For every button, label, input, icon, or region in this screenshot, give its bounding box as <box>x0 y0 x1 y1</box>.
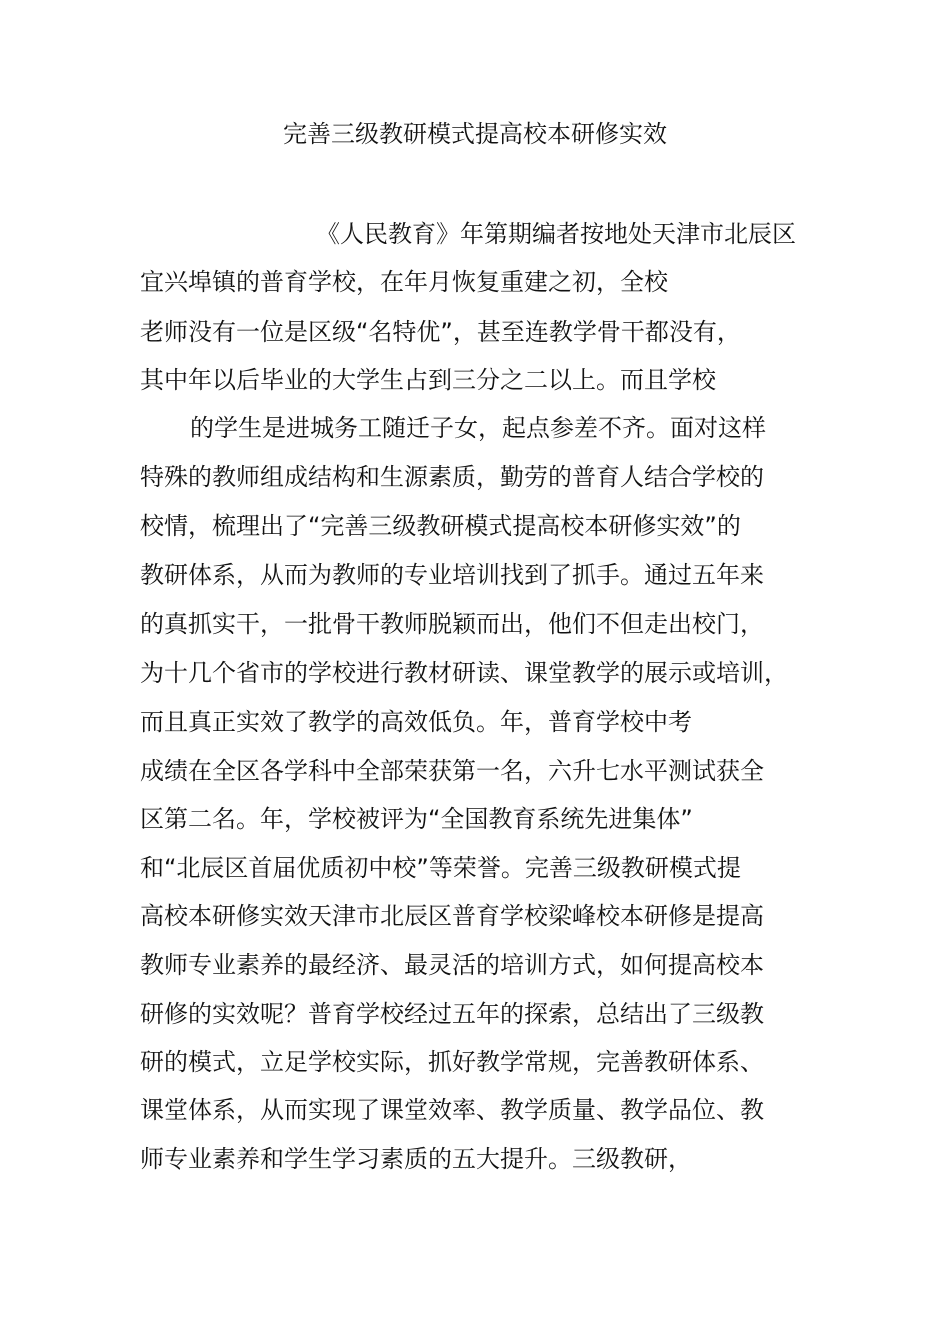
paragraph-line: 和“北辰区首届优质初中校”等荣誉。完善三级教研模式提 <box>140 854 741 882</box>
paragraph-line: 研的模式，立足学校实际，抓好教学常规，完善教研体系、 <box>140 1048 764 1076</box>
paragraph-line: 其中年以后毕业的大学生占到三分之二以上。而且学校 <box>140 366 716 394</box>
paragraph-line: 成绩在全区各学科中全部荣获第一名，六升七水平测试获全 <box>140 757 764 785</box>
paragraph-line: 区第二名。年，学校被评为“全国教育系统先进集体” <box>140 805 693 833</box>
paragraph-line: 宜兴埠镇的普育学校，在年月恢复重建之初，全校 <box>140 268 668 296</box>
paragraph-line: 的学生是进城务工随迁子女，起点参差不齐。面对这样 <box>190 414 766 442</box>
paragraph-line: 教师专业素养的最经济、最灵活的培训方式，如何提高校本 <box>140 951 764 979</box>
paragraph-line: 课堂体系，从而实现了课堂效率、教学质量、教学品位、教 <box>140 1096 764 1124</box>
document-title: 完善三级教研模式提高校本研修实效 <box>283 120 667 148</box>
paragraph-line: 为十几个省市的学校进行教材研读、课堂教学的展示或培训， <box>140 659 788 687</box>
paragraph-line: 师专业素养和学生学习素质的五大提升。三级教研， <box>140 1145 692 1173</box>
paragraph-line: 研修的实效呢？普育学校经过五年的探索，总结出了三级教 <box>140 1000 764 1028</box>
paragraph-line: 《人民教育》年第期编者按地处天津市北辰区 <box>316 220 796 248</box>
paragraph-line: 的真抓实干，一批骨干教师脱颖而出，他们不但走出校门， <box>140 610 764 638</box>
paragraph-line: 教研体系，从而为教师的专业培训找到了抓手。通过五年来 <box>140 561 764 589</box>
paragraph-line: 特殊的教师组成结构和生源素质，勤劳的普育人结合学校的 <box>140 463 764 491</box>
paragraph-line: 校情，梳理出了“完善三级教研模式提高校本研修实效”的 <box>140 512 741 540</box>
paragraph-line: 老师没有一位是区级“名特优”，甚至连教学骨干都没有， <box>140 318 741 346</box>
paragraph-line: 高校本研修实效天津市北辰区普育学校梁峰校本研修是提高 <box>140 902 764 930</box>
paragraph-line: 而且真正实效了教学的高效低负。年，普育学校中考 <box>140 708 692 736</box>
